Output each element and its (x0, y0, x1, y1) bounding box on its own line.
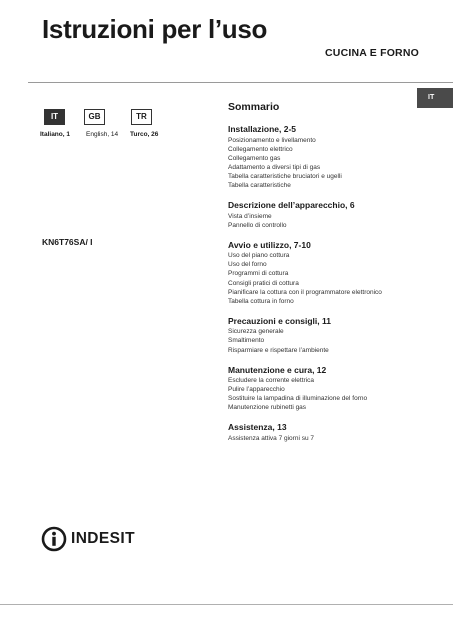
toc-section-precauzioni (228, 316, 418, 355)
toc-section-avvio (228, 240, 418, 306)
toc-item[interactable]: Manutenzione rubinetti gas (228, 404, 307, 412)
toc-item[interactable]: Smaltimento (228, 337, 265, 345)
toc-title: Sommario (228, 101, 280, 113)
toc-item[interactable]: Posizionamento e livellamento (228, 136, 316, 144)
toc-item[interactable]: Collegamento gas (228, 154, 281, 162)
brand-logo (41, 525, 135, 553)
toc-heading[interactable]: Assistenza, 13 (228, 422, 287, 433)
model-number: KN6T76SA/ I (42, 237, 93, 247)
toc-item[interactable]: Sostituire la lampadina di illuminazione del forno (228, 395, 368, 403)
toc-heading[interactable]: Avvio e utilizzo, 7-10 (228, 239, 311, 250)
toc-item[interactable]: Escludere la corrente elettrica (228, 377, 314, 385)
language-box-it[interactable]: IT (44, 109, 65, 125)
toc-item[interactable]: Tabella cottura in forno (228, 297, 294, 305)
toc-item[interactable]: Tabella caratteristiche (228, 181, 291, 189)
brand-name: INDESIT (71, 530, 135, 547)
header-divider (28, 82, 453, 83)
table-of-contents (228, 101, 418, 453)
product-type: CUCINA E FORNO (325, 47, 419, 59)
toc-item[interactable]: Tabella caratteristiche bruciatori e ugelli (228, 172, 342, 180)
toc-heading[interactable]: Precauzioni e consigli, 11 (228, 315, 331, 326)
language-label-gb[interactable]: English, 14 (86, 131, 119, 138)
toc-item[interactable]: Uso del piano cottura (228, 252, 290, 260)
toc-item[interactable]: Risparmiare e rispettare l’ambiente (228, 346, 329, 354)
indesit-logo-icon (41, 526, 67, 552)
toc-item[interactable]: Pulire l’apparecchio (228, 386, 285, 394)
language-box-tr[interactable]: TR (131, 109, 152, 125)
footer-divider (0, 604, 453, 605)
toc-heading[interactable]: Descrizione dell’apparecchio, 6 (228, 200, 355, 211)
toc-heading[interactable]: Manutenzione e cura, 12 (228, 364, 327, 375)
toc-item[interactable]: Assistenza attiva 7 giorni su 7 (228, 434, 314, 442)
toc-item[interactable]: Vista d’insieme (228, 212, 272, 220)
toc-section-manutenzione (228, 365, 418, 413)
toc-item[interactable]: Pannello di controllo (228, 221, 287, 229)
language-label-tr[interactable]: Turco, 26 (130, 131, 159, 138)
toc-section-descrizione (228, 200, 418, 230)
language-box-gb[interactable]: GB (84, 109, 105, 125)
toc-item[interactable]: Pianificare la cottura con il programmatore elettronico (228, 288, 382, 296)
language-side-tab: IT (417, 88, 453, 108)
toc-item[interactable]: Programmi di cottura (228, 270, 289, 278)
toc-section-assistenza (228, 422, 418, 443)
toc-heading[interactable]: Installazione, 2-5 (228, 124, 297, 134)
page-title: Istruzioni per l’uso (42, 14, 268, 44)
toc-item[interactable]: Collegamento elettrico (228, 145, 293, 153)
toc-item[interactable]: Adattamento a diversi tipi di gas (228, 163, 321, 171)
toc-item[interactable]: Uso del forno (228, 261, 267, 269)
toc-item[interactable]: Consigli pratici di cottura (228, 279, 299, 287)
language-selector (0, 109, 200, 149)
toc-section-installazione (228, 124, 418, 190)
language-label-it[interactable]: Italiano, 1 (40, 131, 70, 138)
toc-item[interactable]: Sicurezza generale (228, 328, 284, 336)
